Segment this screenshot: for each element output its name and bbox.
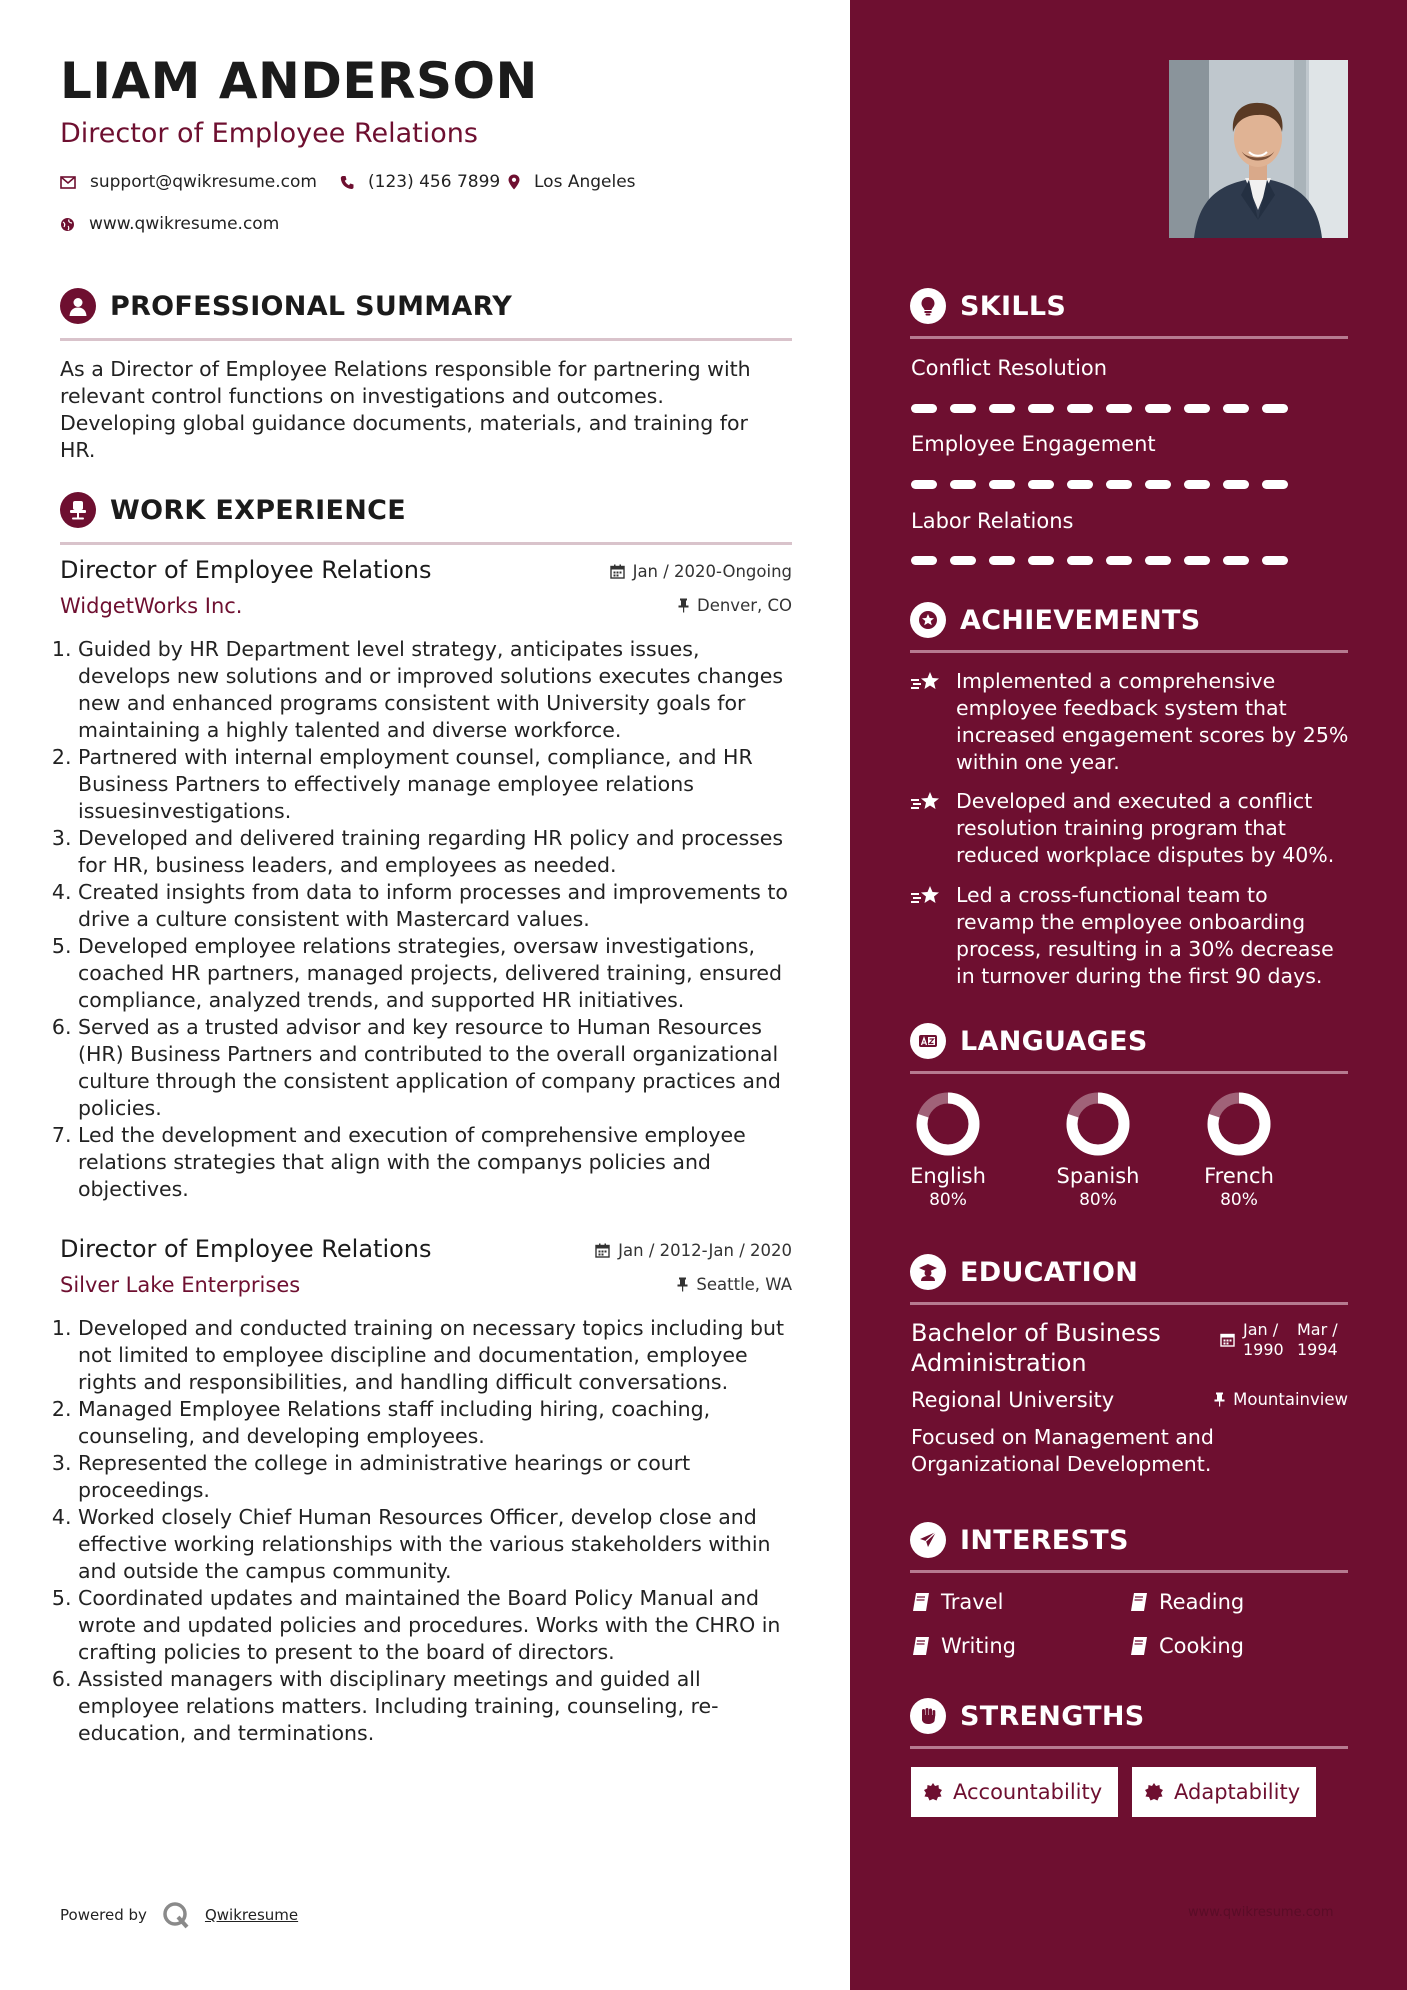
list-item: 4. Created insights from data to inform processes and improvements to drive a culture consistent with Mastercard values. bbox=[78, 879, 798, 933]
language-item bbox=[1189, 1092, 1289, 1210]
job-company: WidgetWorks Inc. bbox=[60, 594, 243, 618]
interest-item: Writing bbox=[911, 1634, 1016, 1658]
email-contact[interactable] bbox=[60, 172, 317, 192]
achievement-item: Developed and executed a conflict resolution training program that reduced workplace disputes by 40%. bbox=[910, 788, 1350, 869]
skill-name: Employee Engagement bbox=[911, 432, 1156, 456]
achievements-heading: ACHIEVEMENTS bbox=[960, 604, 1201, 636]
job-title: Director of Employee Relations bbox=[60, 556, 432, 584]
book-icon bbox=[1129, 1636, 1149, 1656]
star-badge-icon bbox=[910, 602, 946, 638]
chair-icon bbox=[60, 492, 96, 528]
language-percent: 80% bbox=[1220, 1190, 1258, 1210]
list-item: 4. Worked closely Chief Human Resources Officer, develop close and effective working relationships with the various stakeholders within and outside the campus community. bbox=[78, 1504, 798, 1585]
language-donut bbox=[1207, 1092, 1271, 1156]
badge-icon bbox=[1144, 1782, 1164, 1802]
book-icon bbox=[1129, 1592, 1149, 1612]
language-item bbox=[898, 1092, 998, 1210]
location-contact bbox=[508, 172, 636, 192]
qwikresume-logo-icon bbox=[161, 1900, 191, 1930]
interest-item: Travel bbox=[911, 1590, 1003, 1614]
profile-photo bbox=[1169, 60, 1348, 238]
envelope-icon bbox=[60, 176, 76, 189]
graduate-icon bbox=[910, 1254, 946, 1290]
globe-icon bbox=[60, 217, 75, 232]
language-item bbox=[1048, 1092, 1148, 1210]
list-item: 1. Guided by HR Department level strategy, anticipates issues, develops new solutions and or improved solutions executes changes new and enhanced programs consistent with University goals for maintaining a highly talented and diverse workforce. bbox=[78, 636, 798, 744]
achievement-item: Implemented a comprehensive employee feedback system that increased engagement scores by 25% within one year. bbox=[910, 668, 1350, 776]
interest-item: Reading bbox=[1129, 1590, 1244, 1614]
shooting-star-icon bbox=[910, 884, 942, 908]
calendar-icon bbox=[595, 1243, 610, 1258]
candidate-name: LIAM ANDERSON bbox=[60, 52, 538, 110]
education-description: Focused on Management and Organizational Development. bbox=[911, 1425, 1214, 1476]
achievement-item: Led a cross-functional team to revamp the employee onboarding process, resulting in a 30% decrease in turnover during the first 90 days. bbox=[910, 882, 1350, 990]
job-date: Jan / 2012-Jan / 2020 bbox=[595, 1241, 792, 1260]
job-bullets bbox=[60, 1315, 798, 1747]
list-item: 3. Developed and delivered training regarding HR policy and processes for HR, business leaders, and employees as needed. bbox=[78, 825, 798, 879]
job-company: Silver Lake Enterprises bbox=[60, 1273, 301, 1297]
footer-branding bbox=[60, 1900, 298, 1930]
lightbulb-icon bbox=[910, 288, 946, 324]
list-item: 1. Developed and conducted training on necessary topics including but not limited to employee discipline and documentation, employee rights and responsibilities, and handling difficult conversations. bbox=[78, 1315, 798, 1396]
list-item: 6. Assisted managers with disciplinary meetings and guided all employee relations matters. Including training, counseling, re-education, and terminations. bbox=[78, 1666, 798, 1747]
language-name: Spanish bbox=[1056, 1164, 1140, 1188]
summary-text: As a Director of Employee Relations responsible for partnering with relevant control functions on investigations and outcomes. Developing global guidance documents, materials, and training for HR. bbox=[60, 357, 751, 462]
user-icon bbox=[60, 288, 96, 324]
job-date: Jan / 2020-Ongoing bbox=[610, 562, 792, 581]
interests-section-header bbox=[910, 1516, 1348, 1573]
skill-name: Conflict Resolution bbox=[911, 356, 1108, 380]
education-location: Mountainview bbox=[1214, 1390, 1348, 1409]
achievements-section-header bbox=[910, 596, 1348, 653]
footer-url[interactable]: www.qwikresume.com bbox=[1188, 1905, 1334, 1920]
location-text: Los Angeles bbox=[534, 172, 636, 192]
list-item: 5. Coordinated updates and maintained the Board Policy Manual and wrote and updated policies and procedures. Works with the CHRO in crafting policies to present to the board of directors. bbox=[78, 1585, 798, 1666]
interest-item: Cooking bbox=[1129, 1634, 1244, 1658]
pushpin-icon bbox=[1214, 1392, 1225, 1407]
candidate-title: Director of Employee Relations bbox=[60, 118, 478, 149]
calendar-icon bbox=[610, 564, 625, 579]
skills-heading: SKILLS bbox=[960, 290, 1067, 322]
job-title: Director of Employee Relations bbox=[60, 1235, 432, 1263]
education-section-header bbox=[910, 1248, 1348, 1305]
language-percent: 80% bbox=[929, 1190, 967, 1210]
education-heading: EDUCATION bbox=[960, 1256, 1139, 1288]
list-item: 7. Led the development and execution of comprehensive employee relations strategies that align with the companys policies and objectives. bbox=[78, 1122, 798, 1203]
book-icon bbox=[911, 1592, 931, 1612]
education-school: Regional University bbox=[911, 1388, 1115, 1412]
list-item: 2. Partnered with internal employment counsel, compliance, and HR Business Partners to effectively manage employee relations issuesinvestigations. bbox=[78, 744, 798, 825]
map-pin-icon bbox=[508, 174, 520, 190]
strength-badge: Accountability bbox=[911, 1767, 1118, 1817]
list-item: 3. Represented the college in administrative hearings or court proceedings. bbox=[78, 1450, 798, 1504]
list-item: 2. Managed Employee Relations staff including hiring, coaching, counseling, and developing employees. bbox=[78, 1396, 798, 1450]
phone-contact[interactable] bbox=[340, 172, 500, 192]
translate-icon bbox=[910, 1023, 946, 1059]
powered-by-text: Powered by bbox=[60, 1906, 147, 1924]
shooting-star-icon bbox=[910, 670, 942, 694]
list-item: 5. Developed employee relations strategies, oversaw investigations, coached HR partners, managed projects, delivered training, ensured compliance, analyzed trends, and supported HR initiatives. bbox=[78, 933, 798, 1014]
job-bullets bbox=[60, 636, 798, 1203]
language-percent: 80% bbox=[1079, 1190, 1117, 1210]
skill-level-bar bbox=[911, 556, 1301, 565]
skill-name: Labor Relations bbox=[911, 509, 1074, 533]
email-text: support@qwikresume.com bbox=[90, 172, 317, 192]
skill-level-bar bbox=[911, 404, 1301, 413]
qwikresume-link[interactable]: Qwikresume bbox=[204, 1906, 299, 1924]
experience-section-header bbox=[60, 486, 792, 545]
strengths-heading: STRENGTHS bbox=[960, 1700, 1145, 1732]
job-location: Denver, CO bbox=[678, 596, 792, 615]
skills-section-header bbox=[910, 282, 1348, 339]
education-degree: Bachelor of Business Administration bbox=[911, 1319, 1161, 1377]
pushpin-icon bbox=[677, 1277, 688, 1292]
experience-heading: WORK EXPERIENCE bbox=[110, 494, 406, 526]
strength-badge: Adaptability bbox=[1132, 1767, 1316, 1817]
paper-plane-icon bbox=[910, 1522, 946, 1558]
summary-section-header bbox=[60, 282, 792, 341]
language-donut bbox=[916, 1092, 980, 1156]
job-location: Seattle, WA bbox=[677, 1275, 792, 1294]
summary-heading: PROFESSIONAL SUMMARY bbox=[110, 290, 513, 322]
skill-level-bar bbox=[911, 480, 1301, 489]
book-icon bbox=[911, 1636, 931, 1656]
languages-heading: LANGUAGES bbox=[960, 1025, 1148, 1057]
language-name: French bbox=[1204, 1164, 1274, 1188]
strengths-section-header bbox=[910, 1692, 1348, 1749]
interests-heading: INTERESTS bbox=[960, 1524, 1129, 1556]
education-date: Jan / 1990 Mar / 1994 bbox=[1220, 1320, 1351, 1360]
website-text: www.qwikresume.com bbox=[89, 214, 280, 234]
website-contact[interactable] bbox=[60, 214, 279, 234]
phone-text: (123) 456 7899 bbox=[368, 172, 501, 192]
shooting-star-icon bbox=[910, 790, 942, 814]
pushpin-icon bbox=[678, 598, 689, 613]
calendar-icon bbox=[1220, 1332, 1235, 1347]
language-name: English bbox=[910, 1164, 986, 1188]
language-donut bbox=[1066, 1092, 1130, 1156]
languages-section-header bbox=[910, 1017, 1348, 1074]
fist-icon bbox=[910, 1698, 946, 1734]
phone-icon bbox=[340, 175, 354, 190]
list-item: 6. Served as a trusted advisor and key resource to Human Resources (HR) Business Partners and contributed to the overall organizational culture through the consistent application of company practices and policies. bbox=[78, 1014, 798, 1122]
badge-icon bbox=[923, 1782, 943, 1802]
